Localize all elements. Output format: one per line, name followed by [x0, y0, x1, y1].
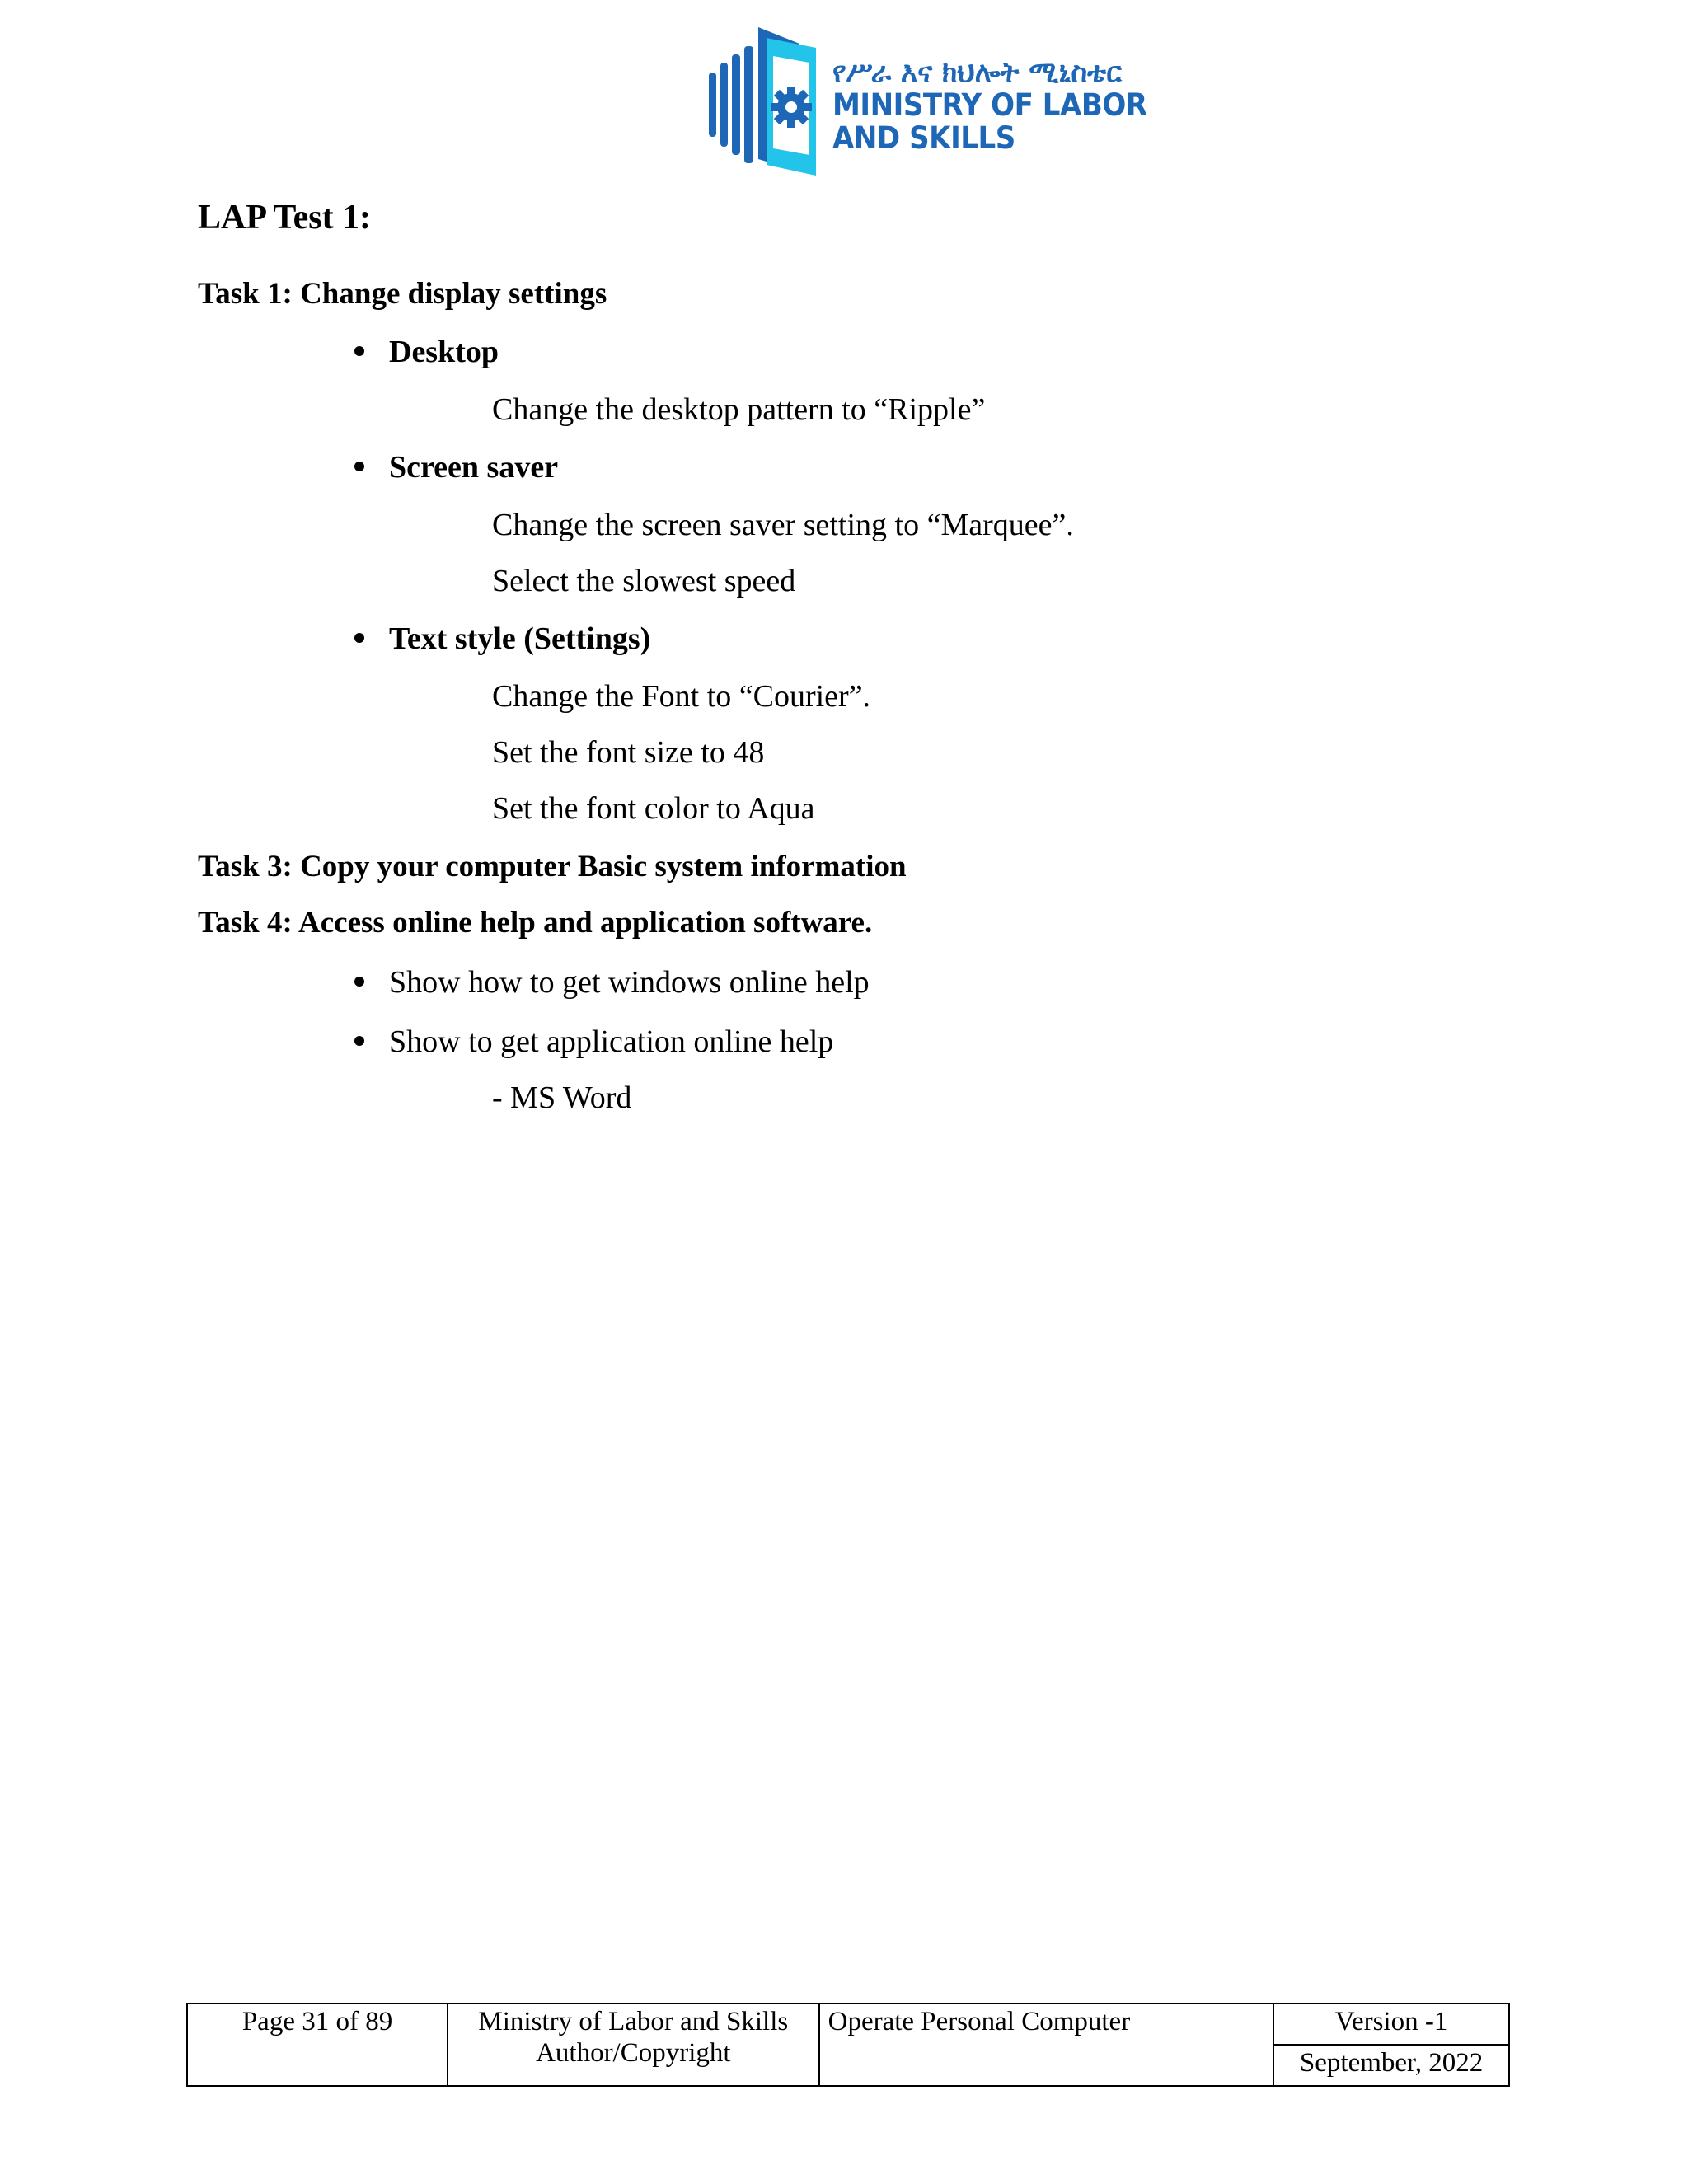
- footer-date: September, 2022: [1273, 2045, 1509, 2086]
- task-3-heading: Task 3: Copy your computer Basic system information: [198, 850, 907, 883]
- detail-font-size: Set the font size to 48: [492, 735, 765, 770]
- bullet-icon: [354, 633, 364, 643]
- bullet-text-style: Text style (Settings): [354, 621, 650, 657]
- detail-desktop-pattern: Change the desktop pattern to “Ripple”: [492, 392, 986, 427]
- bullet-icon: [354, 1036, 364, 1046]
- task-1-heading: Task 1: Change display settings: [198, 277, 607, 311]
- detail-slowest-speed: Select the slowest speed: [492, 564, 796, 598]
- ministry-emblem-icon: [701, 23, 824, 180]
- bullet-icon: [354, 462, 364, 471]
- ministry-logo: [701, 23, 1147, 180]
- page-title: LAP Test 1:: [198, 199, 372, 237]
- footer-page-number: Page 31 of 89: [187, 2004, 448, 2086]
- bullet-screen-saver: Screen saver: [354, 449, 558, 485]
- bullet-application-help: Show to get application online help: [354, 1024, 833, 1060]
- footer-course-title: Operate Personal Computer: [819, 2004, 1274, 2086]
- bullet-desktop: Desktop: [354, 334, 499, 370]
- bullet-icon: [354, 346, 364, 356]
- detail-font: Change the Font to “Courier”.: [492, 679, 871, 714]
- bullet-icon: [354, 977, 364, 987]
- page-footer: [186, 2003, 1510, 2087]
- detail-ms-word: - MS Word: [492, 1080, 632, 1115]
- detail-screen-saver-setting: Change the screen saver setting to “Marquee”.: [492, 508, 1074, 542]
- gear-icon: [771, 87, 812, 128]
- bullet-windows-help: Show how to get windows online help: [354, 964, 870, 1001]
- logo-line-2: AND SKILLS: [832, 120, 1015, 156]
- footer-author: Ministry of Labor and Skills Author/Copyright: [448, 2004, 819, 2086]
- footer-version: Version -1: [1273, 2004, 1509, 2045]
- logo-amharic-text: የሥራ እና ክህሎት ሚኒስቴር: [832, 56, 1122, 89]
- logo-line-1: MINISTRY OF LABOR: [832, 87, 1147, 123]
- task-4-heading: Task 4: Access online help and application software.: [198, 906, 873, 940]
- detail-font-color: Set the font color to Aqua: [492, 791, 815, 826]
